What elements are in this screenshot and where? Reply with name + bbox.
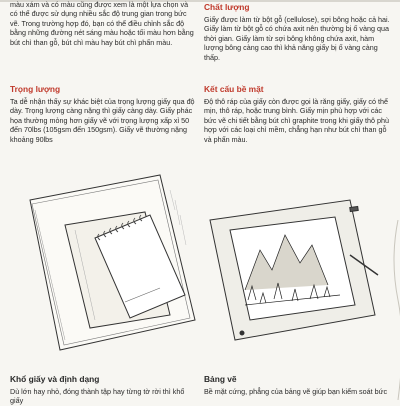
weight-paragraph: Ta dễ nhận thấy sự khác biệt của trọng lượng giấy qua độ dày. Trọng lượng càng nặng thì giấy càng dày. Giấy phác họa thường mỏng hơn giấy vẽ với trọng lượng xấp xỉ 50 đến 70lbs (105gsm đến 150gsm). Giấy vẽ thường nặng khoảng 90lbs [10,97,195,144]
drawing-board-section [204,374,390,396]
size-format-section [10,374,196,406]
drawing-board-illustration [200,195,380,345]
sketchbooks-illustration [20,170,200,360]
drawing-board-paragraph: Bề mặt cứng, phẳng của bảng vẽ giúp bạn kiểm soát bức [204,387,388,396]
quality-section [204,2,390,62]
board-corner-mark [240,331,244,335]
board-clip [350,206,358,211]
texture-paragraph: Độ thô ráp của giấy còn được gọi là răng giấy, giấy có thể mịn, thô ráp, hoặc trung bình. Giấy mịn phù hợp với các bức vẽ chi tiết bằng bút chì graphite trong khi giấy thô phù hợp với các loại chì mềm, chẳng hạn như bút chì than gỗ và phấn màu. [204,97,390,144]
size-format-paragraph: Dù lớn hay nhỏ, đóng thành tập hay từng tờ rời thì khổ giấy [10,387,185,406]
margin-decoration [388,220,400,400]
quality-heading: Chất lượng [204,2,250,12]
texture-section [204,84,390,144]
weight-heading: Trọng lượng [10,84,61,94]
texture-heading: Kết cấu bề mặt [204,84,264,94]
drawing-board-heading: Bảng vẽ [204,374,237,384]
quality-paragraph: Giấy được làm từ bột gỗ (cellulose), sợi bông hoặc cả hai. Giấy làm từ bột gỗ có chứa axit nên thường bị ố vàng qua thời gian. Giấy làm từ sợi bông không chứa axit, hàm lượng bông càng cao thì khả năng giấy bị ố vàng càng thấp. [204,15,390,62]
intro-paragraph-block [10,0,196,47]
intro-paragraph: màu xám và có màu cũng được xem là một lựa chọn và có thể được sử dụng nhiều sắc độ trung gian trong bức vẽ. Trong trường hợp đó, bạn có thể điều chỉnh sắc độ bằng những đường nét sáng màu hoặc tối màu hơn bằng bút chì than gỗ, bút chì màu hay bút chì phấn màu. [10,0,194,47]
size-format-heading: Khổ giấy và định dạng [10,374,100,384]
weight-section [10,84,196,144]
